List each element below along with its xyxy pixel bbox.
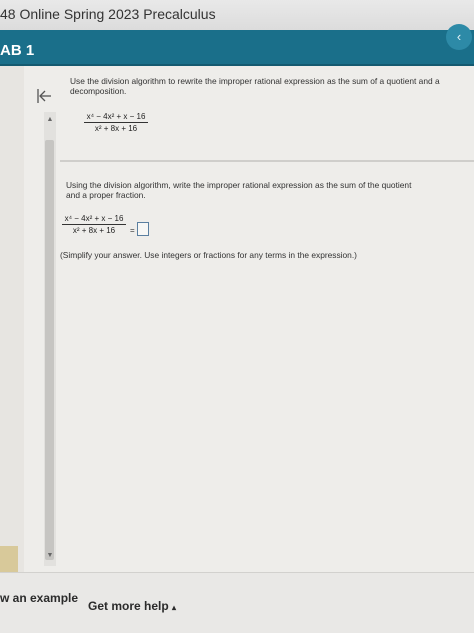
answer-denominator: x² + 8x + 16 (72, 226, 116, 235)
question-text: Using the division algorithm, write the improper rational expression as the sum of the quotient and a proper fraction. (66, 180, 412, 200)
view-example-button[interactable]: w an example (0, 591, 79, 605)
answer-numerator: x⁴ − 4x² + x − 16 (64, 214, 124, 223)
left-gutter (0, 66, 24, 572)
answer-hint: (Simplify your answer. Use integers or fractions for any terms in the expression.) (60, 250, 357, 260)
problem-expression (84, 112, 148, 133)
instruction-line-2: decomposition. (70, 86, 127, 96)
fraction-bar (84, 122, 148, 123)
collapse-back-icon[interactable] (34, 86, 54, 106)
fraction-bar (62, 224, 126, 225)
collapse-panel-button[interactable] (446, 24, 472, 50)
get-more-help-button[interactable] (88, 599, 176, 613)
equals-sign: = (130, 226, 135, 235)
get-more-help-label: Get more help (88, 599, 169, 613)
instruction-line-1: Use the division algorithm to rewrite the improper rational expression as the sum of a quotient and a (70, 76, 440, 86)
problem-instruction (70, 76, 474, 96)
question-panel (0, 66, 474, 572)
section-divider (60, 160, 474, 162)
gutter-accent (0, 546, 18, 572)
answer-input-box[interactable] (137, 222, 149, 236)
section-title: AB 1 (0, 42, 35, 59)
section-header (0, 30, 474, 66)
problem-denominator: x² + 8x + 16 (94, 124, 138, 133)
top-bar (0, 0, 474, 31)
course-title: 48 Online Spring 2023 Precalculus (0, 6, 216, 22)
scroll-thumb[interactable] (45, 140, 54, 560)
problem-numerator: x⁴ − 4x² + x − 16 (86, 112, 146, 121)
bottom-toolbar (0, 572, 474, 633)
caret-up-icon: ▴ (172, 603, 177, 612)
vertical-scrollbar[interactable] (44, 112, 56, 566)
answer-expression (62, 214, 126, 235)
scroll-down-arrow-icon[interactable]: ▼ (46, 552, 54, 559)
scroll-up-arrow-icon[interactable]: ▲ (46, 116, 54, 123)
chevron-left-icon: ‹ (456, 29, 462, 44)
